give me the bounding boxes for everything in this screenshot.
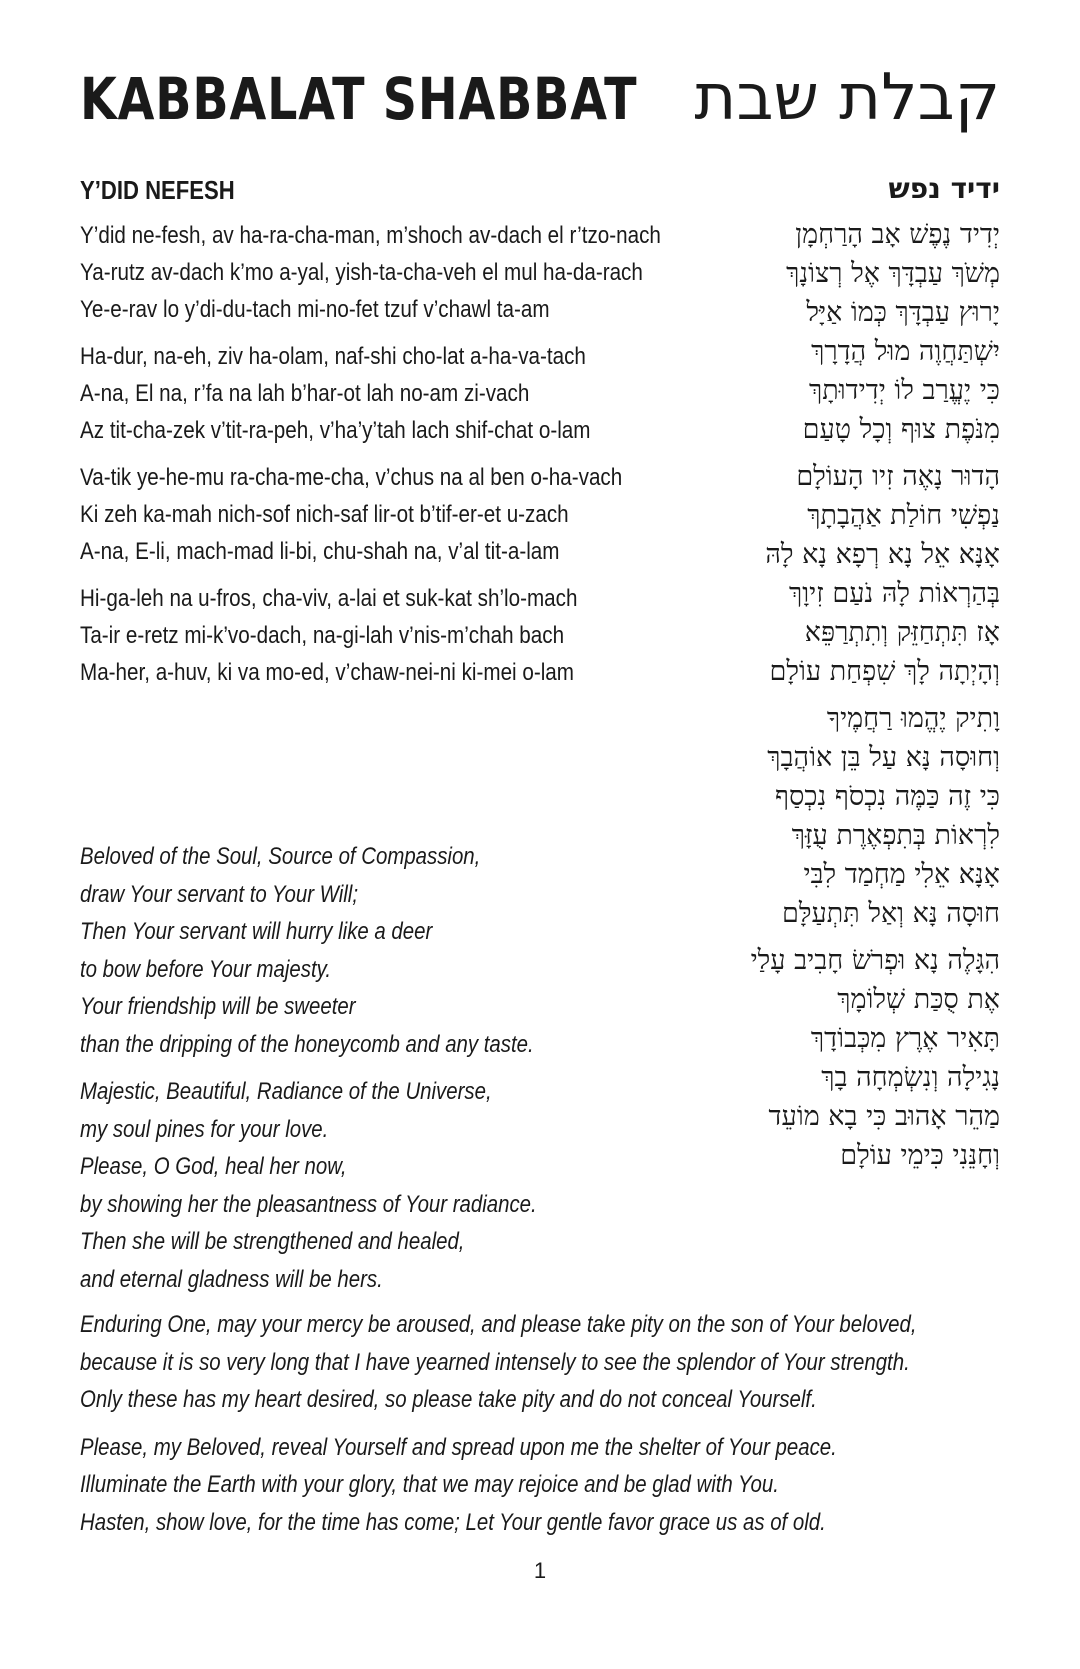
translation-line: because it is so very long that I have yearned intensely to see the splendor of Your strength. [80, 1348, 910, 1376]
transliteration-line: A-na, El na, r’fa na lah b’har-ot lah no-am zi-vach [80, 380, 530, 407]
hebrew-line: מִנֹּפֶת צוּף וְכָל טָעַם [802, 414, 1000, 445]
translation-line: and eternal gladness will be hers. [80, 1265, 383, 1293]
transliteration-line: Ki zeh ka-mah nich-sof nich-saf lir-ot b’tif-er-et u-zach [80, 501, 569, 528]
hebrew-stanza [640, 215, 1000, 449]
translation-stanza [80, 1073, 640, 1298]
translation-line: my soul pines for your love. [80, 1115, 329, 1143]
hebrew-line: יְדִיד נֶפֶשׁ אָב הָרַחְמָן [795, 219, 1000, 250]
translation-line: draw Your servant to Your Will; [80, 880, 359, 908]
translation-line: Only these has my heart desired, so please take pity and do not conceal Yourself. [80, 1386, 817, 1413]
hebrew-line: וָתִיק יֶהֱמוּ רַחֲמֶיךָ [826, 703, 1000, 734]
hebrew-line: מַהֵר אָהוּב כִּי בָא מוֹעֵד [768, 1101, 1000, 1132]
section-title-english: Y’DID NEFESH [80, 175, 235, 205]
transliteration-line: Ta-ir e-retz mi-k’vo-dach, na-gi-lah v’nis-m’chah bach [80, 622, 565, 649]
translation-line: Beloved of the Soul, Source of Compassion, [80, 843, 481, 870]
hebrew-stanza [640, 457, 1000, 691]
transliteration-line: Ha-dur, na-eh, ziv ha-olam, naf-shi cho-lat a-ha-va-tach [80, 343, 586, 370]
translation-line: by showing her the pleasantness of Your radiance. [80, 1190, 537, 1218]
hebrew-line: נָגִילָה וְנִשְׂמְחָה בָךְ [821, 1062, 1000, 1093]
hebrew-line: נַפְשִׁי חוֹלַת אַהֲבָתָךְ [807, 500, 1000, 531]
transliteration-line: Ye-e-rav lo y’di-du-tach mi-no-fet tzuf v’chawl ta-am [80, 296, 550, 323]
hebrew-line: כִּי יֶעֱרַב לוֹ יְדִידוּתָךְ [809, 375, 1000, 406]
transliteration-line: Ya-rutz av-dach k’mo a-yal, yish-ta-cha-veh el mul ha-da-rach [80, 259, 643, 286]
hebrew-line: אָז תִּתְחַזֵּק וְתִתְרַפֵּא [804, 617, 1000, 648]
transliteration-line: Va-tik ye-he-mu ra-cha-me-cha, v’chus na al ben o-ha-vach [80, 464, 623, 491]
transliteration-line: Ma-her, a-huv, ki va mo-ed, v’chaw-nei-ni ki-mei o-lam [80, 659, 574, 686]
translation-stanza [80, 838, 640, 1063]
hebrew-line: אָנָּא אֵל נָא רְפָא נָא לָהּ [765, 539, 1000, 570]
hebrew-text-block [640, 215, 1000, 1183]
translation-wide-block [80, 1306, 980, 1551]
hebrew-line: אֶת סֻכַּת שְׁלוֹמָךְ [837, 984, 1000, 1015]
translation-line: than the dripping of the honeycomb and any taste. [80, 1030, 534, 1058]
translation-line: Majestic, Beautiful, Radiance of the Universe, [80, 1078, 492, 1105]
translation-line: Please, my Beloved, reveal Yourself and spread upon me the shelter of Your peace. [80, 1433, 837, 1461]
translation-line: Your friendship will be sweeter [80, 993, 356, 1020]
hebrew-line: מְשֹׁךְ עַבְדָּךְ אֶל רְצוֹנָךְ [786, 258, 1000, 289]
translation-line: Then Your servant will hurry like a deer [80, 918, 433, 945]
transliteration-line: Y’did ne-fesh, av ha-ra-cha-man, m’shoch av-dach el r’tzo-nach [80, 222, 661, 249]
hebrew-line: יִשְׁתַּחֲוֶה מוּל הֲדָרָךְ [811, 336, 1000, 367]
hebrew-line: בְּהַרְאוֹת לָהּ נֹעַם זִיוָךְ [789, 578, 1000, 609]
translation-line: to bow before Your majesty. [80, 955, 331, 983]
hebrew-stanza [640, 699, 1000, 933]
hebrew-line: וְחוּסָה נָּא עַל בֵּן אוֹהֲבָךְ [767, 742, 1000, 773]
hebrew-stanza [640, 941, 1000, 1175]
page-title-hebrew: קבלת שבת [694, 61, 1000, 135]
translation-block [80, 838, 640, 1308]
hebrew-line: הָדוּר נָאֶה זִיו הָעוֹלָם [796, 461, 1000, 492]
hebrew-line: חוּסָה נָּא וְאַל תִּתְעַלָּם [782, 898, 1000, 929]
hebrew-line: אָנָּא אֵלִי מַחְמַד לִבִּי [803, 859, 1000, 890]
transliteration-line: Hi-ga-leh na u-fros, cha-viv, a-lai et suk-kat sh’lo-mach [80, 585, 578, 612]
hebrew-line: כִּי זֶה כַּמֶּה נִכְסֹף נִכְסַף [774, 781, 1000, 812]
translation-stanza [80, 1306, 980, 1419]
translation-line: Enduring One, may your mercy be aroused, and please take pity on the son of Your beloved, [80, 1311, 917, 1338]
translation-line: Hasten, show love, for the time has come; Let Your gentle favor grace us as of old. [80, 1508, 826, 1536]
transliteration-line: Az tit-cha-zek v’tit-ra-peh, v’ha’y’tah lach shif-chat o-lam [80, 417, 591, 444]
hebrew-line: יָרוּץ עַבְדָּךְ כְּמוֹ אַיָּל [806, 297, 1000, 328]
translation-line: Then she will be strengthened and healed, [80, 1228, 465, 1255]
translation-stanza [80, 1429, 980, 1542]
hebrew-line: וְחָנֵּנִי כִּימֵי עוֹלָם [840, 1140, 1000, 1171]
hebrew-line: לִרְאוֹת בְּתִפְאֶרֶת עֻזָּךְ [791, 820, 1000, 851]
hebrew-line: תָּאִיר אֶרֶץ מִכְּבוֹדָךְ [810, 1023, 1000, 1054]
transliteration-line: A-na, E-li, mach-mad li-bi, chu-shah na, v’al tit-a-lam [80, 538, 560, 565]
section-title-hebrew: ידיד נפש [888, 172, 1000, 205]
page-number: 1 [533, 1558, 547, 1583]
hebrew-line: וְהָיְתָה לָךְ שִׁפְחַת עוֹלָם [769, 656, 1000, 687]
translation-line: Please, O God, heal her now, [80, 1153, 347, 1180]
page-title-english: KABBALAT SHABBAT [80, 65, 638, 133]
translation-line: Illuminate the Earth with your glory, that we may rejoice and be glad with You. [80, 1471, 779, 1498]
hebrew-line: הִגָּלֶה נָא וּפְרֹשׂ חָבִיב עָלַי [750, 945, 1000, 976]
